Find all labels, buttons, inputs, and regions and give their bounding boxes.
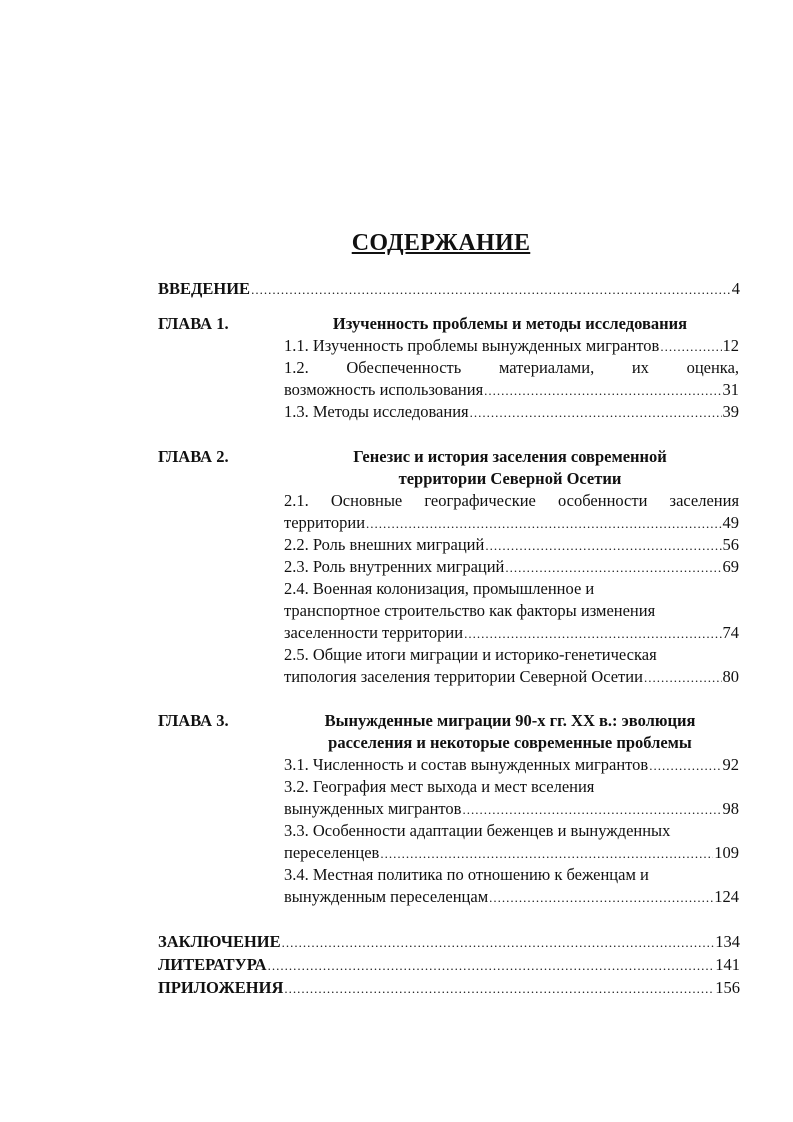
page-title: СОДЕРЖАНИЕ: [351, 230, 531, 256]
toc-section-text: вынужденным переселенцам: [284, 887, 489, 906]
leader-dots: [282, 932, 715, 954]
toc-entry-3-3-line1: 3.3. Особенности адаптации беженцев и вынужденных: [284, 821, 671, 840]
toc-entry-introduction: [158, 278, 740, 300]
chapter-3-title-line2: расселения и некоторые современные проблемы: [328, 733, 692, 752]
chapter-2-title-line2: территории Северной Осетии: [398, 469, 622, 488]
toc-entry-appendices: [158, 977, 740, 999]
word: 2.1.: [284, 491, 309, 510]
leader-dots: [660, 336, 721, 358]
toc-entry-1-2-line2: [284, 379, 739, 401]
toc-entry-1-3: [284, 401, 739, 423]
toc-entry-2-2: [284, 534, 739, 556]
page-number: 31: [722, 380, 739, 399]
leader-dots: [380, 843, 713, 865]
page-number: 92: [722, 755, 739, 774]
toc-section-text: типология заселения территории Северной Осетии: [284, 667, 643, 686]
toc-entry-3-3-line2: [284, 842, 739, 864]
toc-entry-3-4-line2: [284, 886, 739, 908]
toc-entry-3-1: [284, 754, 739, 776]
page-number: 4: [731, 279, 740, 298]
leader-dots: [649, 755, 721, 777]
toc-entry-2-4-line2: транспортное строительство как факторы изменения: [284, 601, 656, 620]
toc-section-text: возможность использования: [284, 380, 484, 399]
leader-dots: [484, 380, 721, 402]
page-number: 49: [722, 513, 739, 532]
toc-section-text: территории: [284, 513, 366, 532]
toc-entry-2-5-line1: 2.5. Общие итоги миграции и историко-генетическая: [284, 645, 657, 664]
toc-entry-2-1-line1: [284, 490, 739, 512]
page-number: 56: [722, 535, 739, 554]
toc-section-text: 3.1. Численность и состав вынужденных мигрантов: [284, 755, 649, 774]
leader-dots: [284, 978, 714, 1000]
chapter-2-label: ГЛАВА 2.: [158, 447, 229, 466]
page-number: 141: [715, 955, 740, 974]
chapter-2-title-line1: Генезис и история заселения современной: [353, 447, 667, 466]
leader-dots: [462, 799, 721, 821]
leader-dots: [251, 279, 731, 301]
toc-entry-2-4-line1: 2.4. Военная колонизация, промышленное и: [284, 579, 595, 598]
toc-entry-2-5-line2: [284, 666, 739, 688]
page-number: 80: [722, 667, 739, 686]
page-number: 124: [714, 887, 739, 906]
toc-entry-1-2-line1: [284, 357, 739, 379]
page-number: 74: [722, 623, 739, 642]
toc-entry-2-3: [284, 556, 739, 578]
word: Обеспеченность: [346, 358, 462, 377]
toc-section-text: 2.2. Роль внешних миграций: [284, 535, 485, 554]
toc-section-text: заселенности территории: [284, 623, 464, 642]
word: оценка,: [686, 358, 740, 377]
leader-dots: [489, 887, 713, 909]
page-number: 98: [722, 799, 739, 818]
word: 1.2.: [284, 358, 309, 377]
word: их: [631, 358, 649, 377]
toc-label: ПРИЛОЖЕНИЯ: [158, 978, 284, 997]
chapter-3-title-line1: Вынужденные миграции 90-х гг. XX в.: эволюция: [324, 711, 696, 730]
leader-dots: [485, 535, 721, 557]
leader-dots: [644, 667, 722, 689]
toc-section-text: 2.3. Роль внутренних миграций: [284, 557, 505, 576]
chapter-1-title: Изученность проблемы и методы исследования: [332, 314, 688, 333]
toc-entry-conclusion: [158, 931, 740, 953]
toc-entry-1-1: [284, 335, 739, 357]
toc-section-text: вынужденных мигрантов: [284, 799, 462, 818]
toc-section-text: 1.3. Методы исследования: [284, 402, 469, 421]
leader-dots: [505, 557, 721, 579]
toc-entry-2-1-line2: [284, 512, 739, 534]
page-number: 109: [714, 843, 739, 862]
page-number: 156: [715, 978, 740, 997]
toc-label: ЗАКЛЮЧЕНИЕ: [158, 932, 281, 951]
leader-dots: [464, 623, 721, 645]
leader-dots: [470, 402, 722, 424]
toc-label: ЛИТЕРАТУРА: [158, 955, 267, 974]
page-number: 69: [722, 557, 739, 576]
toc-entry-2-4-line3: [284, 622, 739, 644]
leader-dots: [366, 513, 721, 535]
toc-entry-3-2-line2: [284, 798, 739, 820]
word: заселения: [669, 491, 740, 510]
word: материалами,: [498, 358, 595, 377]
word: Основные: [330, 491, 403, 510]
toc-label: ВВЕДЕНИЕ: [158, 279, 251, 298]
word: особенности: [558, 491, 648, 510]
toc-entry-3-2-line1: 3.2. География мест выхода и мест вселения: [284, 777, 595, 796]
chapter-1-label: ГЛАВА 1.: [158, 314, 229, 333]
page-number: 12: [722, 336, 739, 355]
page-number: 39: [722, 402, 739, 421]
leader-dots: [268, 955, 715, 977]
page-number: 134: [715, 932, 740, 951]
toc-entry-3-4-line1: 3.4. Местная политика по отношению к беженцам и: [284, 865, 649, 884]
toc-section-text: 1.1. Изученность проблемы вынужденных мигрантов: [284, 336, 660, 355]
chapter-3-label: ГЛАВА 3.: [158, 711, 229, 730]
toc-entry-literature: [158, 954, 740, 976]
word: географические: [424, 491, 536, 510]
toc-section-text: переселенцев: [284, 843, 380, 862]
